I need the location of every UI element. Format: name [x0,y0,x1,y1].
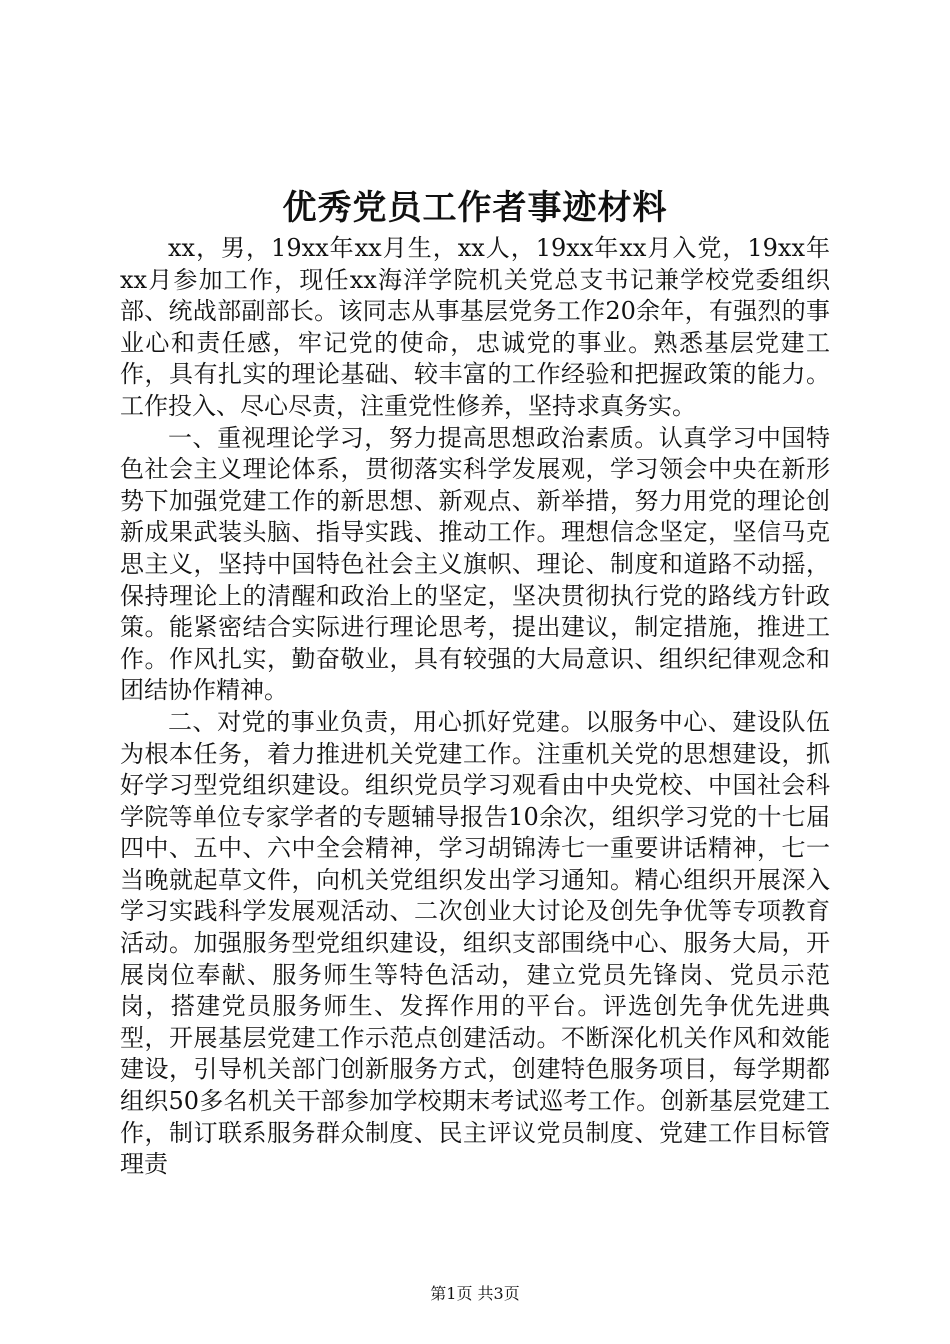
paragraph-section-1: 一、重视理论学习，努力提高思想政治素质。认真学习中国特色社会主义理论体系，贯彻落实科学发展观，学习领会中央在新形势下加强党建工作的新思想、新观点、新举措，努力用党的理论创新成果武装头脑、指导实践、推动工作。理想信念坚定，坚信马克思主义，坚持中国特色社会主义旗帜、理论、制度和道路不动摇，保持理论上的清醒和政治上的坚定，坚决贯彻执行党的路线方针政策。能紧密结合实际进行理论思考，提出建议，制定措施，推进工作。作风扎实，勤奋敬业，具有较强的大局意识、组织纪律观念和团结协作精神。 [120,423,830,705]
paragraph-section-2: 二、对党的事业负责，用心抓好党建。以服务中心、建设队伍为根本任务，着力推进机关党建工作。注重机关党的思想建设，抓好学习型党组织建设。组织党员学习观看由中央党校、中国社会科学院等单位专家学者的专题辅导报告10余次，组织学习党的十七届四中、五中、六中全会精神，学习胡锦涛七一重要讲话精神，七一当晚就起草文件，向机关党组织发出学习通知。精心组织开展深入学习实践科学发展观活动、二次创业大讨论及创先争优等专项教育活动。加强服务型党组织建设，组织支部围绕中心、服务大局，开展岗位奉献、服务师生等特色活动，建立党员先锋岗、党员示范岗，搭建党员服务师生、发挥作用的平台。评选创先争优先进典型，开展基层党建工作示范点创建活动。不断深化机关作风和效能建设，引导机关部门创新服务方式，创建特色服务项目，每学期都组织50多名机关干部参加学校期末考试巡考工作。创新基层党建工作，制订联系服务群众制度、民主评议党员制度、党建工作目标管理责 [120,707,830,1179]
document-title: 优秀党员工作者事迹材料 [282,188,668,228]
paragraph-intro: xx，男，19xx年xx月生，xx人，19xx年xx月入党，19xx年xx月参加工作，现任xx海洋学院机关党总支书记兼学校党委组织部、统战部副部长。该同志从事基层党务工作20余年，有强烈的事业心和责任感，牢记党的使命，忠诚党的事业。熟悉基层党建工作，具有扎实的理论基础、较丰富的工作经验和把握政策的能力。工作投入、尽心尽责，注重党性修养，坚持求真务实。 [120,234,830,420]
page-footer: 第1页 共3页 [430,1284,520,1303]
document-body [120,233,830,1181]
